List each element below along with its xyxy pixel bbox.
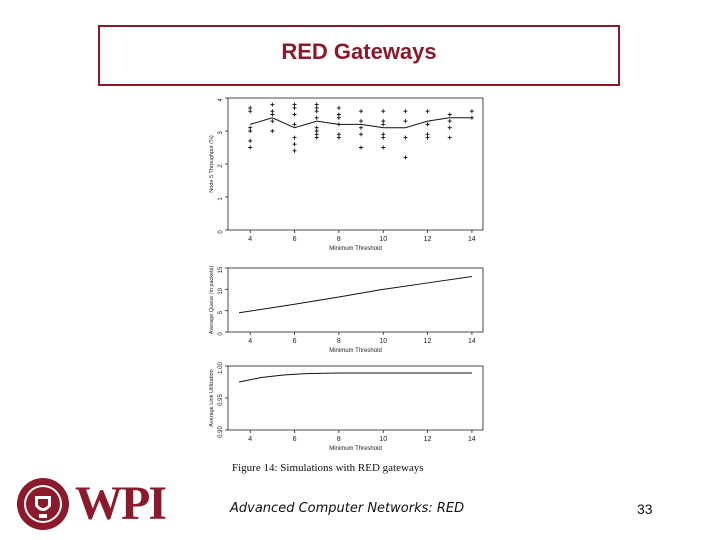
- x-tick-label: 8: [336, 236, 341, 243]
- data-point: [293, 142, 297, 146]
- y-tick-label: 2: [218, 164, 224, 168]
- data-point: [293, 113, 297, 117]
- data-point: [448, 136, 452, 140]
- y-tick-label: 0: [218, 230, 224, 234]
- data-point: [270, 119, 274, 123]
- x-tick-label: 4: [248, 338, 253, 345]
- data-point: [293, 136, 297, 140]
- x-axis-label: Minimum Threshold: [329, 446, 382, 452]
- data-point: [359, 126, 363, 130]
- y-axis-label: Average Link Utilization: [209, 369, 215, 427]
- data-point: [381, 146, 385, 150]
- x-tick-label: 12: [423, 236, 432, 243]
- link-utilization-chart: [198, 360, 498, 455]
- y-axis-label: Average Queue (in packets): [209, 265, 215, 335]
- data-point: [315, 109, 319, 113]
- x-axis-label: Minimum Threshold: [329, 246, 382, 252]
- x-tick-label: 10: [379, 236, 388, 243]
- data-point: [315, 116, 319, 120]
- data-point: [359, 132, 363, 136]
- data-point: [270, 129, 274, 133]
- data-point: [248, 146, 252, 150]
- data-point: [293, 149, 297, 153]
- throughput-chart: [198, 92, 498, 257]
- data-point: [448, 113, 452, 117]
- data-point: [426, 136, 430, 140]
- y-tick-label: 5: [218, 310, 224, 315]
- y-tick-label: 0.90: [218, 426, 224, 438]
- plot-frame: [228, 268, 483, 332]
- x-tick-label: 12: [423, 338, 432, 345]
- plot-frame: [228, 366, 483, 430]
- data-point: [337, 106, 341, 110]
- footer-course-title: Advanced Computer Networks: RED: [230, 501, 465, 516]
- data-point: [403, 155, 407, 159]
- data-point: [359, 119, 363, 123]
- data-point: [426, 109, 430, 113]
- x-tick-label: 6: [292, 436, 297, 443]
- data-point: [381, 136, 385, 140]
- data-point: [448, 119, 452, 123]
- x-tick-label: 14: [468, 236, 476, 243]
- data-point: [270, 103, 274, 107]
- wpi-seal-logo: [13, 476, 73, 537]
- data-point: [248, 139, 252, 143]
- x-tick-label: 8: [336, 436, 341, 443]
- data-point: [315, 136, 319, 140]
- x-tick-label: 10: [379, 338, 388, 345]
- page-number: 33: [637, 501, 653, 517]
- data-point: [403, 119, 407, 123]
- data-point: [381, 122, 385, 126]
- data-point: [403, 136, 407, 140]
- x-tick-label: 6: [292, 236, 297, 243]
- figure-caption: Figure 14: Simulations with RED gateways: [232, 462, 424, 474]
- slide-title: RED Gateways: [281, 39, 437, 64]
- data-point: [359, 146, 363, 150]
- y-tick-label: 1: [218, 197, 224, 201]
- data-point: [293, 122, 297, 126]
- x-tick-label: 14: [468, 338, 476, 345]
- data-point: [337, 116, 341, 120]
- data-point: [381, 109, 385, 113]
- data-point: [248, 129, 252, 133]
- x-tick-label: 8: [336, 338, 341, 345]
- data-point: [426, 122, 430, 126]
- y-tick-label: 1.00: [218, 362, 224, 374]
- plot-frame: [228, 98, 483, 230]
- x-tick-label: 12: [423, 436, 432, 443]
- x-tick-label: 10: [379, 436, 388, 443]
- y-tick-label: 0.95: [218, 394, 224, 406]
- x-tick-label: 4: [248, 436, 253, 443]
- average-queue-chart: [198, 262, 498, 357]
- data-point: [248, 109, 252, 113]
- data-point: [293, 106, 297, 110]
- series-line: [239, 373, 472, 382]
- x-axis-label: Minimum Threshold: [329, 348, 382, 354]
- data-point: [470, 109, 474, 113]
- slide-title-box: [98, 25, 620, 86]
- y-tick-label: 15: [218, 266, 224, 274]
- wpi-logo-text: WPI: [75, 477, 165, 530]
- data-point: [403, 109, 407, 113]
- y-tick-label: 3: [218, 131, 224, 135]
- seal-icon: [13, 476, 73, 532]
- y-tick-label: 0: [218, 332, 224, 336]
- x-tick-label: 14: [468, 436, 476, 443]
- data-point: [359, 109, 363, 113]
- data-point: [448, 126, 452, 130]
- y-tick-label: 10: [218, 287, 224, 295]
- data-point: [270, 113, 274, 117]
- series-line: [239, 277, 472, 313]
- y-axis-label: Node 5 Throughput (%): [209, 135, 215, 193]
- x-tick-label: 4: [248, 236, 253, 243]
- data-point: [337, 136, 341, 140]
- y-tick-label: 4: [218, 98, 224, 102]
- x-tick-label: 6: [292, 338, 297, 345]
